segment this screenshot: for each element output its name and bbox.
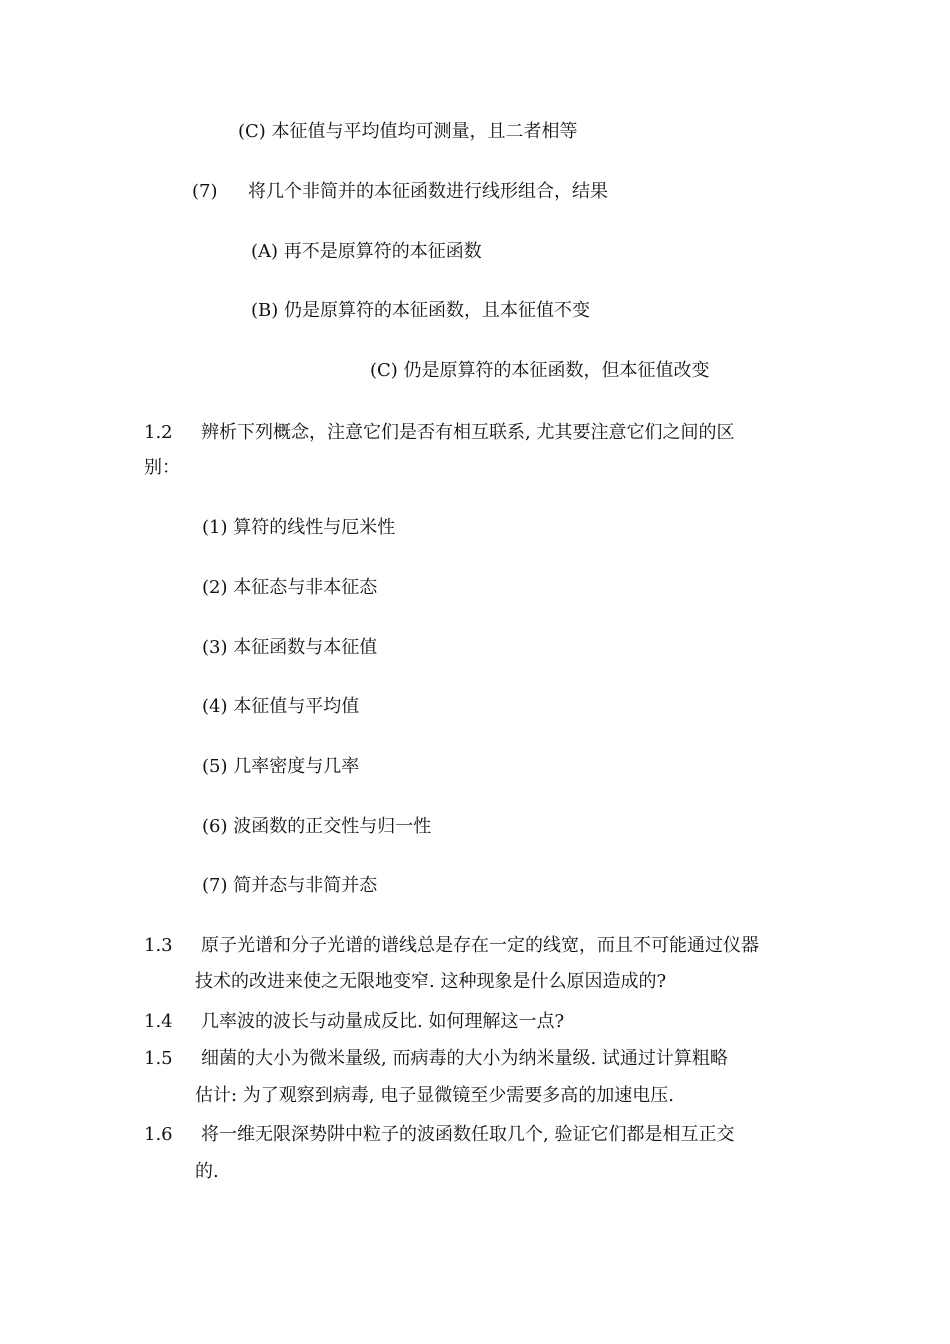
concept-item-3: (3) 本征函数与本征值 — [202, 637, 378, 658]
item-7-option-a: (A) 再不是原算符的本征函数 — [251, 241, 482, 262]
question-1-3-number: 1.3 — [144, 935, 173, 956]
question-1-5-number: 1.5 — [144, 1048, 173, 1069]
concept-item-1: (1) 算符的线性与厄米性 — [202, 517, 396, 538]
question-1-5-line-1: 细菌的大小为微米量级, 而病毒的大小为纳米量级. 试通过计算粗略 — [201, 1048, 728, 1069]
concept-item-2: (2) 本征态与非本征态 — [202, 577, 378, 598]
question-1-2-line-1: 辨析下列概念，注意它们是否有相互联系, 尤其要注意它们之间的区 — [201, 422, 735, 443]
concept-item-6: (6) 波函数的正交性与归一性 — [202, 816, 432, 837]
item-7-option-b: (B) 仍是原算符的本征函数，且本征值不变 — [251, 300, 590, 321]
item-7-number: (7) — [192, 181, 218, 202]
question-1-4-number: 1.4 — [144, 1011, 173, 1032]
question-1-6-line-1: 将一维无限深势阱中粒子的波函数任取几个, 验证它们都是相互正交 — [201, 1124, 735, 1145]
question-1-3-line-2: 技术的改进来使之无限地变窄. 这种现象是什么原因造成的? — [195, 971, 667, 992]
item-7-option-c: (C) 仍是原算符的本征函数，但本征值改变 — [370, 360, 710, 381]
question-1-2-number: 1.2 — [144, 422, 173, 443]
concept-item-4: (4) 本征值与平均值 — [202, 696, 360, 717]
question-1-5-line-2: 估计: 为了观察到病毒, 电子显微镜至少需要多高的加速电压. — [195, 1085, 674, 1106]
question-1-2-line-2: 别： — [144, 457, 180, 478]
concept-item-7: (7) 简并态与非简并态 — [202, 875, 378, 896]
question-1-4-line-1: 几率波的波长与动量成反比. 如何理解这一点? — [201, 1011, 565, 1032]
item-7-stem: 将几个非简并的本征函数进行线形组合，结果 — [248, 181, 608, 202]
option-c-item6: (C) 本征值与平均值均可测量，且二者相等 — [238, 121, 578, 142]
concept-item-5: (5) 几率密度与几率 — [202, 756, 360, 777]
question-1-6-number: 1.6 — [144, 1124, 173, 1145]
question-1-3-line-1: 原子光谱和分子光谱的谱线总是存在一定的线宽，而且不可能通过仪器 — [201, 935, 759, 956]
question-1-6-line-2: 的. — [195, 1161, 219, 1182]
